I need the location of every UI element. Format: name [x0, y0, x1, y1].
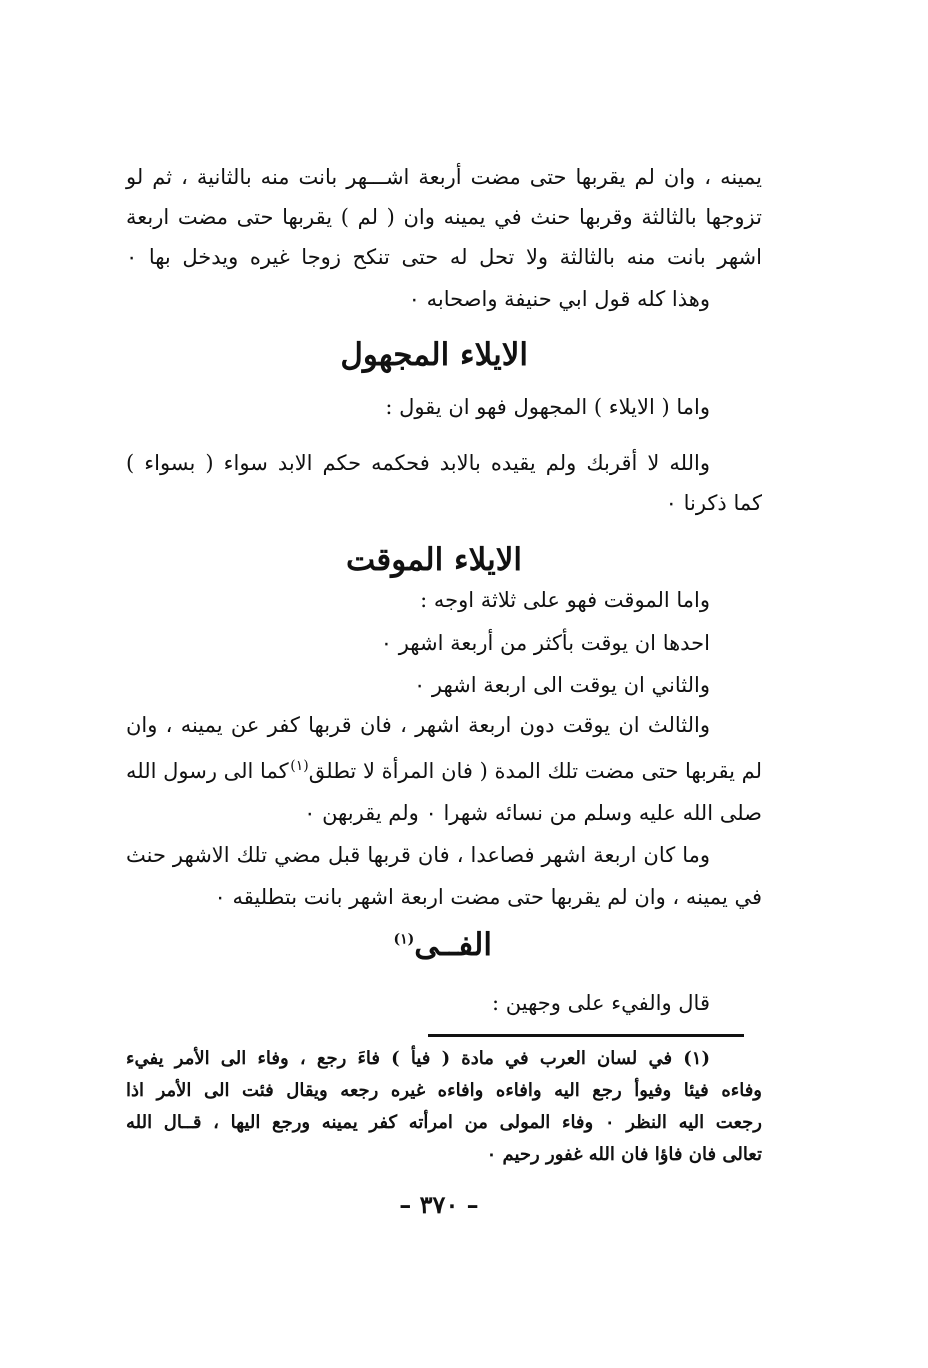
body-line: والله لا أقربك ولم يقيده بالابد فحكمه حكم الابد سواء ( بسواء ) — [126, 451, 710, 475]
body-line: واما ( الايلاء ) المجهول فهو ان يقول : — [385, 395, 710, 419]
section-heading-text: الفــى — [414, 927, 492, 963]
body-line: اشهر بانت منه بالثالثة ولا تحل له حتى تنكح زوجا غيره ويدخل بها ٠ — [126, 245, 762, 269]
body-line: في يمينه ، وان لم يقربها حتى مضت اربعة اشهر بانت بتطليقه ٠ — [214, 885, 762, 909]
body-line: والثاني ان يوقت الى اربعة اشهر ٠ — [413, 673, 710, 697]
footnote-line: تعالى فان فاؤا فان الله غفور رحيم ٠ — [486, 1144, 762, 1165]
footnote-marker: (١) — [290, 758, 309, 774]
page-number: – ٣٧٠ – — [399, 1190, 479, 1219]
section-heading: الايلاء الموقت — [345, 542, 522, 578]
footnote-line: (١) في لسان العرب في مادة ( فيأ ) فاءَ رجع ، وفاء الى الأمر يفيء — [126, 1048, 710, 1069]
body-line-with-footnote — [290, 756, 762, 786]
body-line: كما ذكرنا ٠ — [665, 491, 762, 515]
body-line-part: كما الى رسول الله — [126, 759, 289, 783]
footnote-divider — [428, 1034, 744, 1037]
section-heading — [393, 925, 492, 965]
body-line-part: لم يقربها حتى مضت تلك المدة ( فان المرأة لا تطلق — [308, 759, 762, 783]
body-line: احدها ان يوقت بأكثر من أربعة اشهر ٠ — [380, 631, 710, 655]
body-line: وما كان اربعة اشهر فصاعدا ، فان قربها قبل مضي تلك الاشهر حنث — [126, 843, 710, 867]
footnote-marker: (١) — [393, 931, 415, 948]
footnote-line: وفاءه فيئا وفيوأ رجع اليه وافاءه وافاءه غيره رجعه ويقال فئت الى الأمر اذا — [126, 1080, 762, 1101]
body-line: قال والفيء على وجهين : — [492, 991, 710, 1015]
body-line: صلى الله عليه وسلم من نسائه شهرا ٠ ولم يقربهن ٠ — [304, 801, 762, 825]
body-line: والثالث ان يوقت دون اربعة اشهر ، فان قربها كفر عن يمينه ، وان — [126, 713, 710, 737]
section-heading: الايلاء المجهول — [340, 337, 528, 373]
body-line: واما الموقت فهو على ثلاثة اوجه : — [420, 588, 710, 612]
body-line: يمينه ، وان لم يقربها حتى مضت أربعة اشـــهر بانت منه بالثانية ، ثم لو — [126, 165, 762, 189]
footnote-line: رجعت اليه النظر ٠ وفاء المولى من امرأته كفر يمينه ورجع اليها ، قــال الله — [126, 1112, 762, 1133]
body-line: تزوجها بالثالثة وقربها حنث في يمينه وان ( لم ) يقربها حتى مضت اربعة — [126, 205, 762, 229]
body-line: وهذا كله قول ابي حنيفة واصحابه ٠ — [408, 287, 710, 311]
